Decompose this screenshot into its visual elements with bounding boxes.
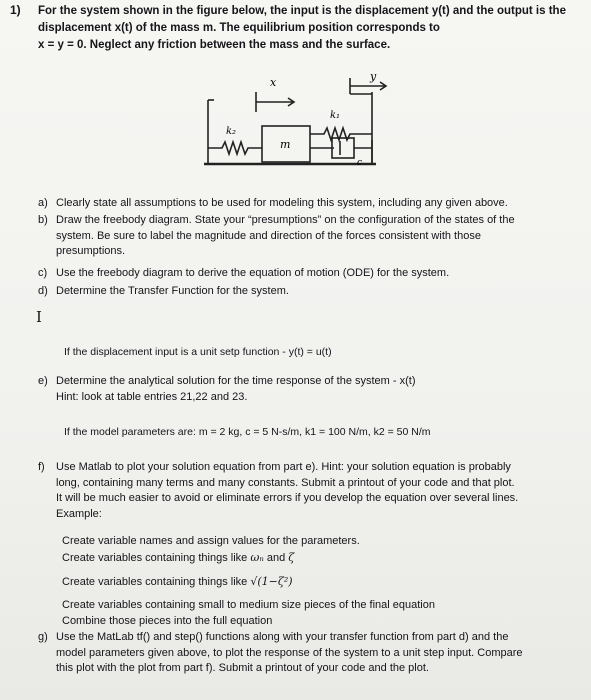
item-text: long, containing many terms and many constants. Submit a printout of your code and that plot. xyxy=(56,476,515,489)
item-a xyxy=(38,196,583,212)
item-label: b) xyxy=(38,214,48,226)
sqrt-expression: √(1−ζ²) xyxy=(250,575,293,588)
item-label: a) xyxy=(38,197,48,209)
item-text: Determine the Transfer Function for the system. xyxy=(56,285,289,297)
item-label: e) xyxy=(38,375,48,387)
item-text: Use the MatLab tf() and step() functions along with your transfer function from part d) and the xyxy=(56,631,509,643)
item-g xyxy=(38,630,583,677)
label-c: c xyxy=(357,158,363,168)
item-b xyxy=(38,213,583,260)
and-word: and xyxy=(266,552,286,564)
mass-spring-damper-figure xyxy=(200,72,390,172)
item-text: Hint: look at table entries 21,22 and 23. xyxy=(56,390,248,403)
zeta-symbol: ζ xyxy=(288,551,295,564)
intro-line-2: displacement x(t) of the mass m. The equilibrium position corresponds to xyxy=(38,22,440,34)
item-text: Example: xyxy=(56,507,102,520)
item-d xyxy=(38,284,583,300)
item-label: g) xyxy=(38,631,48,643)
item-text: Use Matlab to plot your solution equation from part e). Hint: your solution equation is probably xyxy=(56,461,511,473)
unit-step-line: If the displacement input is a unit setp function - y(t) = u(t) xyxy=(64,346,332,358)
text-cursor-icon: I xyxy=(36,308,42,326)
item-c xyxy=(38,266,583,282)
omega-n-symbol: ωₙ xyxy=(250,551,264,564)
item-label: c) xyxy=(38,267,48,279)
label-k1: k₁ xyxy=(330,110,341,121)
item-text: Draw the freebody diagram. State your “presumptions” on the configuration of the states of the xyxy=(56,214,515,226)
item-f xyxy=(38,460,583,522)
example-step-3 xyxy=(62,574,293,590)
example-step-2 xyxy=(62,550,294,566)
intro-line-1: For the system shown in the figure below, the input is the displacement y(t) and the output is the xyxy=(38,5,566,17)
item-text: Clearly state all assumptions to be used for modeling this system, including any given above. xyxy=(56,197,508,209)
label-x: x xyxy=(270,76,277,89)
example-step-2-text: Create variables containing things like xyxy=(62,552,248,564)
example-step-1: Create variable names and assign values for the parameters. xyxy=(62,535,360,547)
item-text: Use the freebody diagram to derive the equation of motion (ODE) for the system. xyxy=(56,267,450,279)
example-step-3-text: Create variables containing things like xyxy=(62,576,248,588)
question-number: 1) xyxy=(10,3,21,17)
label-k2: k₂ xyxy=(226,126,237,137)
item-text: Determine the analytical solution for the time response of the system - x(t) xyxy=(56,375,416,387)
item-text: It will be much easier to avoid or eliminate errors if you develop the equation over several lines. xyxy=(56,492,519,504)
example-step-5: Combine those pieces into the full equation xyxy=(62,615,273,627)
item-text: system. Be sure to label the magnitude and direction of the forces consistent with those xyxy=(56,229,481,242)
item-text: presumptions. xyxy=(56,245,126,257)
spring-k2 xyxy=(208,142,262,154)
item-text: this plot with the plot from part f). Submit a printout of your code and the plot. xyxy=(56,662,429,674)
item-label: d) xyxy=(38,285,48,297)
label-y: y xyxy=(370,72,377,83)
intro-line-3: x = y = 0. Neglect any friction between the mass and the surface. xyxy=(38,39,391,51)
parameters-line: If the model parameters are: m = 2 kg, c = 5 N-s/m, k1 = 100 N/m, k2 = 50 N/m xyxy=(64,426,431,438)
item-label: f) xyxy=(38,461,45,473)
item-text: model parameters given above, to plot the response of the system to a unit step input. Compare xyxy=(56,646,523,659)
example-step-4: Create variables containing small to medium size pieces of the final equation xyxy=(62,599,435,611)
item-e xyxy=(38,374,583,405)
damper-cylinder xyxy=(332,138,354,158)
problem-intro xyxy=(38,3,578,54)
label-m: m xyxy=(280,138,291,151)
